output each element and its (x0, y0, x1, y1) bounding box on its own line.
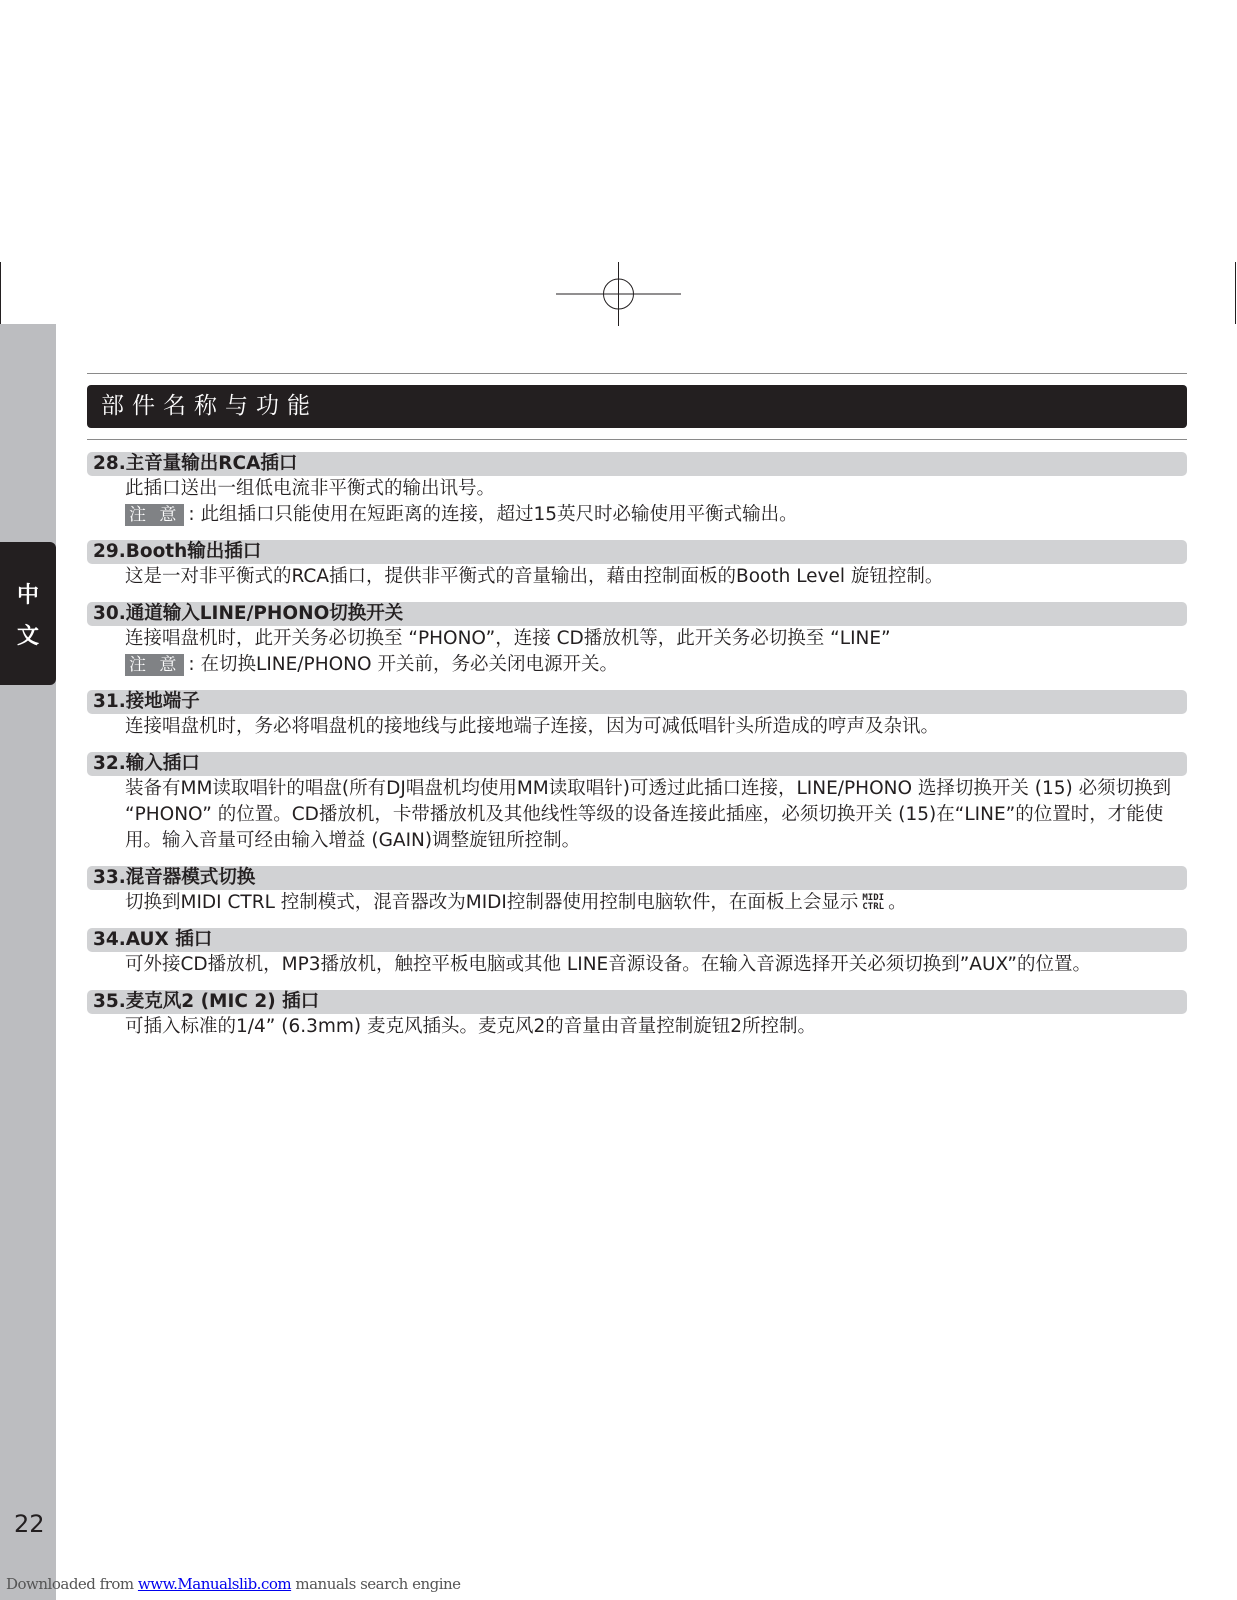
section-note (87, 502, 1187, 528)
section-heading: 33.混音器模式切换 (87, 866, 1187, 890)
page-title: 部件名称与功能 (87, 385, 1187, 428)
language-tab-char-1: 中 (16, 582, 39, 608)
section-text: 装备有MM读取唱针的唱盘(所有DJ唱盘机均使用MM读取唱针)可透过此插口连接，LINE/PHONO 选择切换开关 (15) 必须切换到 “PHONO” 的位置。CD播放机，卡带播放机及其他线性等级的设备连接此插座，必须切换开关 (15)在“LINE”的位置时，才能使用。输入音量可经由输入增益 (GAIN)调整旋钮所控制。 (125, 778, 1172, 851)
section-text: 此插口送出一组低电流非平衡式的输出讯号。 (125, 478, 496, 499)
section-heading: 28.主音量输出RCA插口 (87, 452, 1187, 476)
section-text: 连接唱盘机时，此开关务必切换至 “PHONO”，连接 CD播放机等，此开关务必切换至 “LINE” (125, 628, 891, 649)
note-badge: 注 意 (125, 504, 184, 526)
section-heading: 34.AUX 插口 (87, 928, 1187, 952)
section-heading: 32.输入插口 (87, 752, 1187, 776)
crop-mark-left (0, 262, 1, 324)
header-rule-bottom (87, 439, 1187, 440)
section-heading: 31.接地端子 (87, 690, 1187, 714)
crop-mark-right (1235, 262, 1236, 324)
registration-mark-icon (556, 262, 681, 326)
page-number: 22 (14, 1510, 45, 1538)
download-footer (6, 1575, 461, 1593)
section-heading: 35.麦克风2 (MIC 2) 插口 (87, 990, 1187, 1014)
section-text: 可外接CD播放机，MP3播放机，触控平板电脑或其他 LINE音源设备。在输入音源选择开关必须切换到”AUX”的位置。 (125, 954, 1092, 975)
side-bar (0, 324, 56, 1600)
section-text-end: 。 (888, 892, 907, 913)
section-text-main: 切换到MIDI CTRL 控制模式，混音器改为MIDI控制器使用控制电脑软件，在面板上会显示 (125, 892, 859, 913)
section-35 (87, 990, 1187, 1040)
footer-prefix: Downloaded from (6, 1575, 138, 1593)
section-text (87, 890, 1187, 916)
note-text: : 在切换LINE/PHONO 开关前，务必关闭电源开关。 (188, 654, 618, 675)
section-28 (87, 452, 1187, 528)
language-tab-char-2: 文 (16, 623, 39, 649)
section-text: 连接唱盘机时，务必将唱盘机的接地线与此接地端子连接，因为可减低唱针头所造成的哼声及杂讯。 (125, 716, 940, 737)
section-31 (87, 690, 1187, 740)
manualslib-link[interactable]: www.Manualslib.com (137, 1575, 292, 1593)
midi-icon-top: MIDI (862, 893, 885, 903)
footer-suffix: manuals search engine (291, 1575, 461, 1593)
section-heading: 30.通道输入LINE/PHONO切换开关 (87, 602, 1187, 626)
section-33 (87, 866, 1187, 916)
midi-icon-bottom: CTRL (862, 902, 885, 912)
section-29 (87, 540, 1187, 590)
sections-list (87, 452, 1187, 1044)
section-text: 这是一对非平衡式的RCA插口，提供非平衡式的音量输出，藉由控制面板的Booth Level 旋钮控制。 (125, 566, 944, 587)
language-tab (0, 542, 56, 685)
section-30 (87, 602, 1187, 678)
section-32 (87, 752, 1187, 854)
section-34 (87, 928, 1187, 978)
section-note (87, 652, 1187, 678)
header-rule-top (87, 373, 1187, 374)
section-text: 可插入标准的1/4” (6.3mm) 麦克风插头。麦克风2的音量由音量控制旋钮2所控制。 (125, 1016, 817, 1037)
note-text: : 此组插口只能使用在短距离的连接，超过15英尺时必输使用平衡式输出。 (188, 504, 798, 525)
section-heading: 29.Booth输出插口 (87, 540, 1187, 564)
note-badge: 注 意 (125, 654, 184, 676)
midi-ctrl-icon (862, 894, 884, 912)
